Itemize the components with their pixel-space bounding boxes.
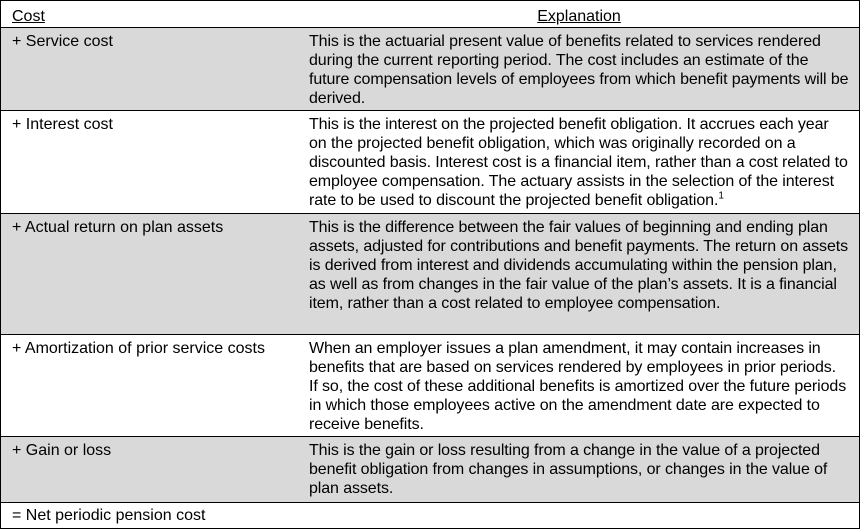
table-row-gain-or-loss xyxy=(1,437,859,503)
cost-cell: + Service cost xyxy=(12,33,113,50)
table-total-row xyxy=(1,503,859,528)
explanation-cell xyxy=(309,115,849,210)
table-row-amortization xyxy=(1,335,859,437)
cost-cell: + Gain or loss xyxy=(12,442,112,459)
cost-cell: + Actual return on plan assets xyxy=(12,219,224,236)
table-row-actual-return xyxy=(1,214,859,335)
header-explanation: Explanation xyxy=(537,8,621,25)
header-cost: Cost xyxy=(12,8,45,25)
table-header-row xyxy=(1,1,859,28)
table-row-interest-cost xyxy=(1,111,859,214)
table-row-service-cost xyxy=(1,28,859,111)
explanation-cell: This is the gain or loss resulting from a change in the value of a projected benefit obligation from changes in assumptions, or changes in the value of plan assets. xyxy=(309,442,828,497)
explanation-cell: When an employer issues a plan amendment, it may contain increases in benefits that are based on services rendered by employees in prior periods. If so, the cost of these additional benefits is amortized over the future periods in which those employees active on the amendment date are expected to receive benefits. xyxy=(309,340,847,433)
explanation-cell: This is the actuarial present value of benefits related to services rendered during the current reporting period. The cost includes an estimate of the future compensation levels of employees from which benefit payments will be derived. xyxy=(309,33,849,107)
cost-cell: + Interest cost xyxy=(12,116,113,133)
explanation-cell: This is the difference between the fair values of beginning and ending plan assets, adjusted for contributions and benefit payments. The return on assets is derived from interest and dividends accumulating within the pension plan, as well as from changes in the fair value of the plan’s assets. It is a financial item, rather than a cost related to employee compensation. xyxy=(309,219,848,312)
cost-cell: + Amortization of prior service costs xyxy=(12,340,265,357)
footnote-marker: 1 xyxy=(718,190,724,202)
total-cell: = Net periodic pension cost xyxy=(12,507,206,524)
explanation-text: This is the interest on the projected benefit obligation. It accrues each year on the projected benefit obligation, which was originally recorded on a discounted basis. Interest cost is a financial item, rather than a cost related to employee compensation. The actuary assists in the selection of the interest rate to be used to discount the projected benefit obligation. xyxy=(309,116,848,209)
